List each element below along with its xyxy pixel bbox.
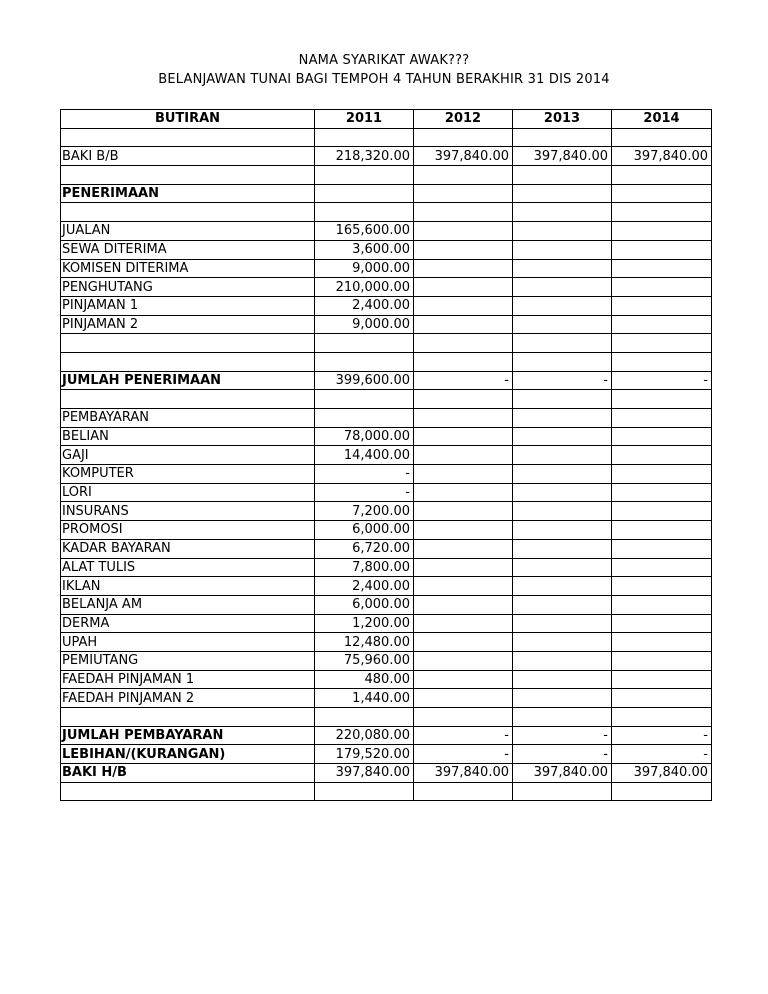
value-cell-2011: 218,320.00 (315, 147, 414, 166)
value-cell-2013 (513, 409, 612, 428)
header-cell-2013: 2013 (513, 110, 612, 129)
value-cell-2011 (315, 334, 414, 353)
value-cell-2012 (414, 259, 513, 278)
value-cell-2012 (414, 427, 513, 446)
row-label: PENERIMAAN (61, 184, 315, 203)
value-cell-2012 (414, 577, 513, 596)
table-row (61, 203, 712, 222)
value-cell-2014 (612, 465, 712, 484)
value-cell-2014 (612, 259, 712, 278)
value-cell-2012 (414, 128, 513, 147)
value-cell-2012 (414, 465, 513, 484)
table-row (61, 390, 712, 409)
row-label: JUMLAH PEMBAYARAN (61, 726, 315, 745)
row-label: PINJAMAN 1 (61, 296, 315, 315)
value-cell-2011 (315, 166, 414, 185)
value-cell-2011: 12,480.00 (315, 633, 414, 652)
value-cell-2012 (414, 595, 513, 614)
value-cell-2011: 210,000.00 (315, 278, 414, 297)
value-cell-2013 (513, 708, 612, 727)
row-label: KADAR BAYARAN (61, 539, 315, 558)
value-cell-2013 (513, 166, 612, 185)
row-label (61, 203, 315, 222)
value-cell-2013 (513, 184, 612, 203)
row-label: JUALAN (61, 222, 315, 241)
value-cell-2013 (513, 128, 612, 147)
value-cell-2011: 399,600.00 (315, 371, 414, 390)
value-cell-2012 (414, 651, 513, 670)
value-cell-2013 (513, 334, 612, 353)
row-label (61, 334, 315, 353)
value-cell-2013 (513, 577, 612, 596)
table-body (61, 128, 712, 801)
table-row (61, 409, 712, 428)
value-cell-2012 (414, 315, 513, 334)
value-cell-2011 (315, 708, 414, 727)
value-cell-2011: 220,080.00 (315, 726, 414, 745)
value-cell-2014 (612, 670, 712, 689)
value-cell-2014 (612, 689, 712, 708)
table-row (61, 633, 712, 652)
row-label: PEMIUTANG (61, 651, 315, 670)
value-cell-2013: - (513, 371, 612, 390)
value-cell-2013 (513, 595, 612, 614)
row-label: PROMOSI (61, 521, 315, 540)
value-cell-2014 (612, 595, 712, 614)
value-cell-2013 (513, 240, 612, 259)
value-cell-2012 (414, 240, 513, 259)
value-cell-2012 (414, 670, 513, 689)
value-cell-2014 (612, 334, 712, 353)
row-label: PENGHUTANG (61, 278, 315, 297)
value-cell-2014 (612, 539, 712, 558)
value-cell-2011: 9,000.00 (315, 259, 414, 278)
value-cell-2012 (414, 782, 513, 801)
value-cell-2013 (513, 352, 612, 371)
value-cell-2012 (414, 334, 513, 353)
value-cell-2012 (414, 633, 513, 652)
row-label (61, 782, 315, 801)
row-label (61, 166, 315, 185)
table-row (61, 296, 712, 315)
row-label: IKLAN (61, 577, 315, 596)
value-cell-2013 (513, 315, 612, 334)
value-cell-2012 (414, 390, 513, 409)
table-row (61, 147, 712, 166)
value-cell-2013 (513, 633, 612, 652)
value-cell-2011: 2,400.00 (315, 577, 414, 596)
value-cell-2011 (315, 203, 414, 222)
row-label: JUMLAH PENERIMAAN (61, 371, 315, 390)
value-cell-2014 (612, 782, 712, 801)
value-cell-2013 (513, 782, 612, 801)
value-cell-2013: 397,840.00 (513, 147, 612, 166)
table-row (61, 502, 712, 521)
row-label: LEBIHAN/(KURANGAN) (61, 745, 315, 764)
header-row (61, 110, 712, 129)
value-cell-2012 (414, 483, 513, 502)
value-cell-2014 (612, 315, 712, 334)
value-cell-2011: 1,200.00 (315, 614, 414, 633)
value-cell-2014 (612, 483, 712, 502)
value-cell-2013 (513, 465, 612, 484)
row-label: GAJI (61, 446, 315, 465)
value-cell-2013 (513, 446, 612, 465)
value-cell-2011: 7,200.00 (315, 502, 414, 521)
value-cell-2011: 9,000.00 (315, 315, 414, 334)
table-row (61, 334, 712, 353)
value-cell-2014 (612, 521, 712, 540)
value-cell-2014 (612, 390, 712, 409)
table-row (61, 371, 712, 390)
value-cell-2011 (315, 782, 414, 801)
row-label: KOMPUTER (61, 465, 315, 484)
value-cell-2013 (513, 558, 612, 577)
value-cell-2014: - (612, 371, 712, 390)
table-row (61, 595, 712, 614)
row-label: KOMISEN DITERIMA (61, 259, 315, 278)
value-cell-2011: 6,000.00 (315, 595, 414, 614)
value-cell-2011: 7,800.00 (315, 558, 414, 577)
header-cell-butiran: BUTIRAN (61, 110, 315, 129)
value-cell-2013 (513, 259, 612, 278)
value-cell-2012: 397,840.00 (414, 764, 513, 783)
value-cell-2011: 6,720.00 (315, 539, 414, 558)
value-cell-2012 (414, 222, 513, 241)
table-row (61, 240, 712, 259)
value-cell-2011 (315, 352, 414, 371)
value-cell-2011: 397,840.00 (315, 764, 414, 783)
value-cell-2012 (414, 521, 513, 540)
value-cell-2013 (513, 222, 612, 241)
value-cell-2013 (513, 689, 612, 708)
value-cell-2014: - (612, 726, 712, 745)
value-cell-2013 (513, 670, 612, 689)
table-row (61, 128, 712, 147)
value-cell-2011: 14,400.00 (315, 446, 414, 465)
value-cell-2012: - (414, 371, 513, 390)
value-cell-2013: - (513, 726, 612, 745)
row-label (61, 708, 315, 727)
header-cell-2011: 2011 (315, 110, 414, 129)
value-cell-2012 (414, 296, 513, 315)
document-title: NAMA SYARIKAT AWAK??? (298, 53, 470, 68)
row-label: BELIAN (61, 427, 315, 446)
value-cell-2014 (612, 278, 712, 297)
value-cell-2011: 480.00 (315, 670, 414, 689)
value-cell-2013 (513, 502, 612, 521)
value-cell-2012: - (414, 745, 513, 764)
value-cell-2014 (612, 446, 712, 465)
table-row (61, 689, 712, 708)
row-label (61, 390, 315, 409)
value-cell-2012 (414, 446, 513, 465)
value-cell-2011: 179,520.00 (315, 745, 414, 764)
row-label: ALAT TULIS (61, 558, 315, 577)
value-cell-2013: 397,840.00 (513, 764, 612, 783)
row-label: FAEDAH PINJAMAN 1 (61, 670, 315, 689)
table-row (61, 521, 712, 540)
row-label: FAEDAH PINJAMAN 2 (61, 689, 315, 708)
value-cell-2012 (414, 614, 513, 633)
value-cell-2014 (612, 203, 712, 222)
row-label (61, 128, 315, 147)
row-label: BAKI H/B (61, 764, 315, 783)
value-cell-2012 (414, 203, 513, 222)
table-row (61, 315, 712, 334)
value-cell-2011 (315, 390, 414, 409)
document-subtitle: BELANJAWAN TUNAI BAGI TEMPOH 4 TAHUN BERAKHIR 31 DIS 2014 (158, 72, 610, 87)
value-cell-2012 (414, 708, 513, 727)
value-cell-2014 (612, 352, 712, 371)
table-row (61, 651, 712, 670)
value-cell-2013 (513, 539, 612, 558)
row-label: SEWA DITERIMA (61, 240, 315, 259)
value-cell-2014: 397,840.00 (612, 764, 712, 783)
value-cell-2013 (513, 390, 612, 409)
value-cell-2012 (414, 502, 513, 521)
value-cell-2012 (414, 558, 513, 577)
value-cell-2011: - (315, 465, 414, 484)
table-row (61, 465, 712, 484)
value-cell-2014 (612, 633, 712, 652)
value-cell-2012 (414, 539, 513, 558)
value-cell-2012: 397,840.00 (414, 147, 513, 166)
value-cell-2014 (612, 558, 712, 577)
row-label (61, 352, 315, 371)
value-cell-2014 (612, 427, 712, 446)
value-cell-2011: 1,440.00 (315, 689, 414, 708)
value-cell-2013 (513, 203, 612, 222)
row-label: PINJAMAN 2 (61, 315, 315, 334)
row-label: PEMBAYARAN (61, 409, 315, 428)
table-row (61, 764, 712, 783)
value-cell-2011 (315, 409, 414, 428)
table-row (61, 577, 712, 596)
value-cell-2012: - (414, 726, 513, 745)
value-cell-2012 (414, 409, 513, 428)
value-cell-2014 (612, 577, 712, 596)
value-cell-2012 (414, 352, 513, 371)
value-cell-2014 (612, 651, 712, 670)
table-row (61, 352, 712, 371)
value-cell-2014 (612, 296, 712, 315)
row-label: DERMA (61, 614, 315, 633)
value-cell-2014 (612, 166, 712, 185)
value-cell-2013 (513, 296, 612, 315)
table-row (61, 782, 712, 801)
value-cell-2013 (513, 521, 612, 540)
table-row (61, 184, 712, 203)
row-label: INSURANS (61, 502, 315, 521)
table-row (61, 427, 712, 446)
value-cell-2012 (414, 689, 513, 708)
value-cell-2012 (414, 278, 513, 297)
table-row (61, 708, 712, 727)
value-cell-2011: 6,000.00 (315, 521, 414, 540)
value-cell-2013 (513, 483, 612, 502)
value-cell-2014 (612, 240, 712, 259)
value-cell-2012 (414, 166, 513, 185)
value-cell-2013 (513, 278, 612, 297)
value-cell-2013 (513, 651, 612, 670)
value-cell-2011: 2,400.00 (315, 296, 414, 315)
value-cell-2012 (414, 184, 513, 203)
table-row (61, 745, 712, 764)
value-cell-2011: 165,600.00 (315, 222, 414, 241)
row-label: UPAH (61, 633, 315, 652)
row-label: LORI (61, 483, 315, 502)
value-cell-2014: - (612, 745, 712, 764)
table-row (61, 222, 712, 241)
row-label: BELANJA AM (61, 595, 315, 614)
value-cell-2013: - (513, 745, 612, 764)
value-cell-2011: 78,000.00 (315, 427, 414, 446)
table-row (61, 558, 712, 577)
value-cell-2013 (513, 614, 612, 633)
value-cell-2014 (612, 128, 712, 147)
header-cell-2014: 2014 (612, 110, 712, 129)
value-cell-2014 (612, 614, 712, 633)
table-row (61, 670, 712, 689)
table-row (61, 483, 712, 502)
table-row (61, 278, 712, 297)
value-cell-2013 (513, 427, 612, 446)
value-cell-2014 (612, 708, 712, 727)
value-cell-2014: 397,840.00 (612, 147, 712, 166)
value-cell-2011 (315, 128, 414, 147)
value-cell-2011 (315, 184, 414, 203)
table-row (61, 446, 712, 465)
table-row (61, 166, 712, 185)
value-cell-2014 (612, 502, 712, 521)
table-row (61, 259, 712, 278)
table-row (61, 614, 712, 633)
value-cell-2011: 75,960.00 (315, 651, 414, 670)
header-cell-2012: 2012 (414, 110, 513, 129)
table-row (61, 726, 712, 745)
table-row (61, 539, 712, 558)
value-cell-2014 (612, 184, 712, 203)
value-cell-2014 (612, 222, 712, 241)
cash-budget-table (60, 109, 712, 801)
row-label: BAKI B/B (61, 147, 315, 166)
value-cell-2011: 3,600.00 (315, 240, 414, 259)
value-cell-2014 (612, 409, 712, 428)
value-cell-2011: - (315, 483, 414, 502)
